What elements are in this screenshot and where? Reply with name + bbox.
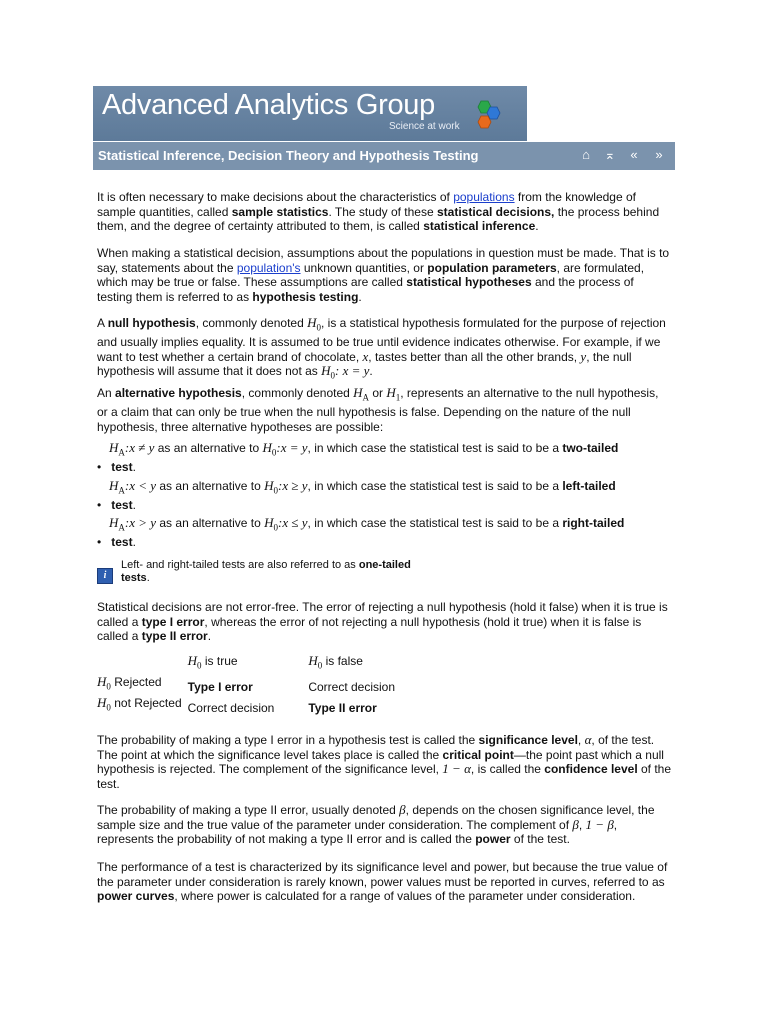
paragraph-assumptions: When making a statistical decision, assumptions about the populations in question must be made. That is to say, statements about the population's unknown quantities, or population parameters, are formulated, which may be true or false. These assumptions are called statistical hypotheses and the process of testing them is referred to as hypothesis testing. xyxy=(97,246,670,304)
info-note-text: Left- and right-tailed tests are also referred to as one-tailed tests. xyxy=(121,559,411,584)
page-title-bar xyxy=(93,142,675,170)
paragraph-alternative-hypothesis: An alternative hypothesis, commonly denoted $H_A$ or $H_1$, represents an alternative to the null hypothesis, or a claim that can only be true when the null hypothesis is false. Depending on the nature of the null hypothesis, three alternative hypotheses are possible: xyxy=(97,385,659,434)
h0-symbol: $H_0$ xyxy=(307,315,321,333)
alternative-item: $H_A:x > y$ as an alternative to $H_0:x \le y$, in which case the statistical test is said to be a right-tailed • test. xyxy=(97,515,625,550)
error-table xyxy=(97,654,401,717)
table-row: $H_0$ Rejected Type I error Correct decision xyxy=(97,674,396,694)
site-name: Advanced Analytics Group xyxy=(102,89,435,121)
alternative-item: $H_A:x < y$ as an alternative to $H_0:x \ge y$, in which case the statistical test is said to be a left-tailed • test. xyxy=(97,478,616,513)
paragraph-intro: It is often necessary to make decisions about the characteristics of populations from the knowledge of sample quantities, called sample statistics. The study of these statistical decisions, the process behind them, and the degree of certainty attributed to them, is called statistical inference. xyxy=(97,190,660,233)
page-title: Statistical Inference, Decision Theory and Hypothesis Testing xyxy=(98,148,479,163)
paragraph-performance: The performance of a test is characterized by its significance level and power, but because the true value of the parameter under consideration is rarely known, power values must be reported in curves, referred to as power curves, where power is calculated for a range of values of the parameter under consideration. xyxy=(97,860,668,903)
paragraph-power: The probability of making a type II error, usually denoted β, depends on the chosen significance level, the sample size and the true value of the parameter under consideration. The complement of β, 1 − β, represents the probability of not making a type II error and is called the power of the test. xyxy=(97,802,655,846)
site-banner[interactable] xyxy=(93,86,527,141)
table-row: $H_0$ is true $H_0$ is false xyxy=(187,653,363,671)
paragraph-significance: The probability of making a type I error in a hypothesis test is called the significance level, α, of the test. The point at which the significance level takes place is called the critical point—the point past which a null hypothesis is rejected. The complement of the significance level, 1 − α, is called the confidence level of the test. xyxy=(97,732,672,791)
populations-link[interactable]: populations xyxy=(453,190,515,204)
table-row: $H_0$ not Rejected Correct decision Type II error xyxy=(97,695,377,715)
up-icon[interactable]: ⌅ xyxy=(604,147,616,162)
info-icon: i xyxy=(97,568,113,584)
paragraph-errors: Statistical decisions are not error-free. The error of rejecting a null hypothesis (hold it false) when it is true is called a type I error, whereas the error of not rejecting a null hypothesis (hold it true) when it is false is called a type II error. xyxy=(97,600,668,643)
home-icon[interactable]: ⌂ xyxy=(582,147,590,162)
site-tagline: Science at work xyxy=(389,121,460,132)
hexagon-logo-icon xyxy=(472,100,502,130)
alternative-item: $H_A:x \ne y$ as an alternative to $H_0:x = y$, in which case the statistical test is said to be a two-tailed • test. xyxy=(97,440,619,475)
populations-link-2[interactable]: population's xyxy=(236,260,301,275)
next-icon[interactable]: » xyxy=(655,147,663,162)
previous-icon[interactable]: « xyxy=(630,147,638,162)
paragraph-null-hypothesis: A null hypothesis, commonly denoted $H_0$, is a statistical hypothesis formulated for the purpose of rejection and usually implies equality. It is assumed to be true until evidence indicates otherwise. For example, if we want to test whether a certain brand of chocolate, x, tastes better than all the other brands, y, the null hypothesis will assume that it does not as $H_0$: x = y. xyxy=(97,315,666,381)
